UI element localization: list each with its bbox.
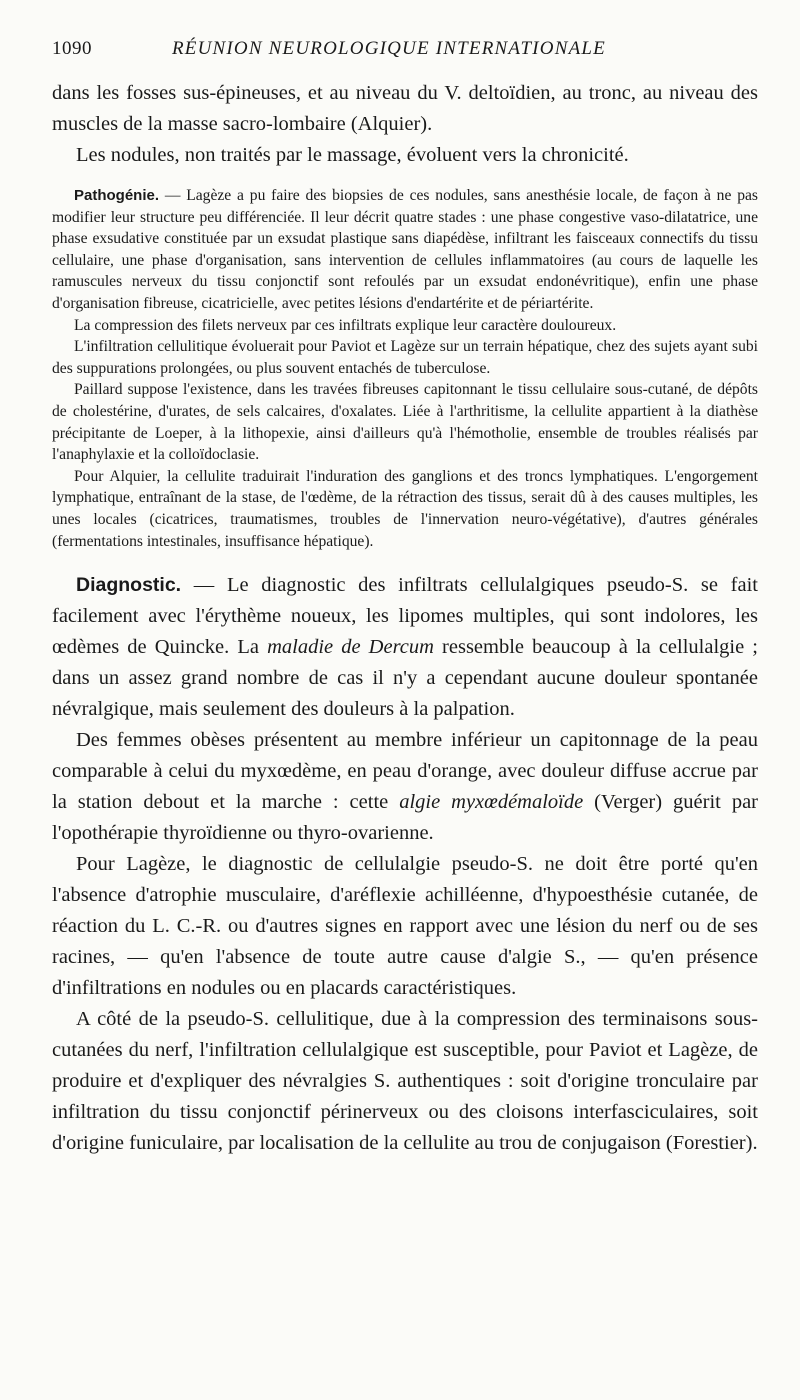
femmes-text-a: Des femmes obèses présentent au membre inférieur un capitonnage de la peau comparable à celui du myxœdème, en peau d'orange, avec douleur diffuse accrue par la station debout et la marche : cette [52,729,758,814]
diagnostic-section [52,570,758,1159]
pathogenie-section [52,185,758,552]
pathogenie-paragraph-paillard: Paillard suppose l'existence, dans les travées fibreuses capitonnant le tissu cellulaire sous-cutané, de dépôts de cholestérine, d'urates, de sels calcaires, d'oxalates. Liée à l'arthritisme, la cellulite appartient à la diathèse précipitante de Loeper, à la lithopexie, ainsi d'ailleurs qu'à l'hémotholie, ensemble de troubles réalisés par l'anaphylaxie et la colloïdoclasie. [52,381,758,464]
pathogenie-paragraph-infiltration: L'infiltration cellulitique évoluerait pour Paviot et Lagèze sur un terrain hépatique, chez des sujets ayant subi des suppurations prolongées, ou plus souvent entachés de tuberculose. [52,338,758,377]
pathogenie-heading: Pathogénie. [74,187,160,204]
pathogenie-paragraph [52,185,758,315]
pathogenie-text: — Lagèze a pu faire des biopsies de ces nodules, sans anesthésie locale, de façon à ne pas modifier leur structure peu différenciée. Il leur décrit quatre stades : une phase congestive vaso-dilatatrice, une phase exsudative constituée par un exsudat plastique sans diapédèse, infiltrant les faisceaux connectifs du tissu cellulaire, une phase d'organisation, sans intervention de cellules inflammatoires (au cours de laquelle les ramuscules nerveux du tissu conjonctif sont refoulés par un exsudat endonévritique), enfin une phase d'organisation fibreuse, cicatricielle, avec petites lésions d'endartérite et de périartérite. [52,187,758,312]
diagnostic-paragraph-cellulitique: A côté de la pseudo-S. cellulitique, due à la compression des terminaisons sous-cutanées du nerf, l'infiltration cellulalgique est susceptible, pour Paviot et Lagèze, de produire et d'expliquer des névralgies S. authentiques : soit d'origine tronculaire par infiltration du tissu conjonctif périnerveux ou des cloisons interfasciculaires, soit d'origine funiculaire, par localisation de la cellulite au trou de conjugaison (Forestier). [52,1008,758,1155]
diagnostic-paragraph [52,570,758,725]
diagnostic-paragraph-femmes [52,725,758,849]
running-head [52,38,758,60]
pathogenie-paragraph-alquier: Pour Alquier, la cellulite traduirait l'induration des ganglions et des troncs lymphatiques. L'engorgement lymphatique, entraînant de la stase, de l'œdème, de la rétraction des tissus, serait dû à des causes multiples, les unes locales (cicatrices, traumatismes, troubles de l'innervation neuro-végétative), d'autres générales (fermentations intestinales, insuffisance hépatique). [52,467,758,550]
intro-paragraph-chronicite: Les nodules, non traités par le massage, évoluent vers la chronicité. [76,144,629,166]
diagnostic-italic-dercum: maladie de Dercum [267,636,434,659]
femmes-text-b: (Verger) guérit par l'opothérapie thyroïdienne ou thyro-ovarienne. [52,791,758,845]
running-title: RÉUNION NEUROLOGIQUE INTERNATIONALE [172,38,606,59]
femmes-italic-algie: algie myxœdémaloïde [399,791,584,814]
diagnostic-heading: Diagnostic. [76,574,182,597]
intro-paragraph: dans les fosses sus-épineuses, et au niveau du V. deltoïdien, au tronc, au niveau des muscles de la masse sacro-lombaire (Alquier). [52,82,758,135]
diagnostic-text-b: ressemble beaucoup à la cellulalgie ; dans un assez grand nombre de cas il n'y a cependant aucune douleur spontanée névralgique, mais seulement des douleurs à la palpation. [52,636,758,721]
diagnostic-paragraph-lageze: Pour Lagèze, le diagnostic de cellulalgie pseudo-S. ne doit être porté qu'en l'absence d'atrophie musculaire, d'aréflexie achilléenne, d'hypoesthésie cutanée, de réaction du L. C.-R. ou d'autres signes en rapport avec une lésion du nerf ou de ses racines, — qu'en l'absence de toute autre cause d'algie S., — qu'en présence d'infiltrations en nodules ou en placards caractéristiques. [52,853,758,1000]
page-number: 1090 [52,38,92,59]
diagnostic-text-a: — Le diagnostic des infiltrats cellulalgiques pseudo-S. se fait facilement avec l'érythème noueux, les lipomes multiples, qui sont indolores, les œdèmes de Quincke. La [52,574,758,659]
pathogenie-paragraph-compression: La compression des filets nerveux par ces infiltrats explique leur caractère douloureux. [74,316,617,334]
